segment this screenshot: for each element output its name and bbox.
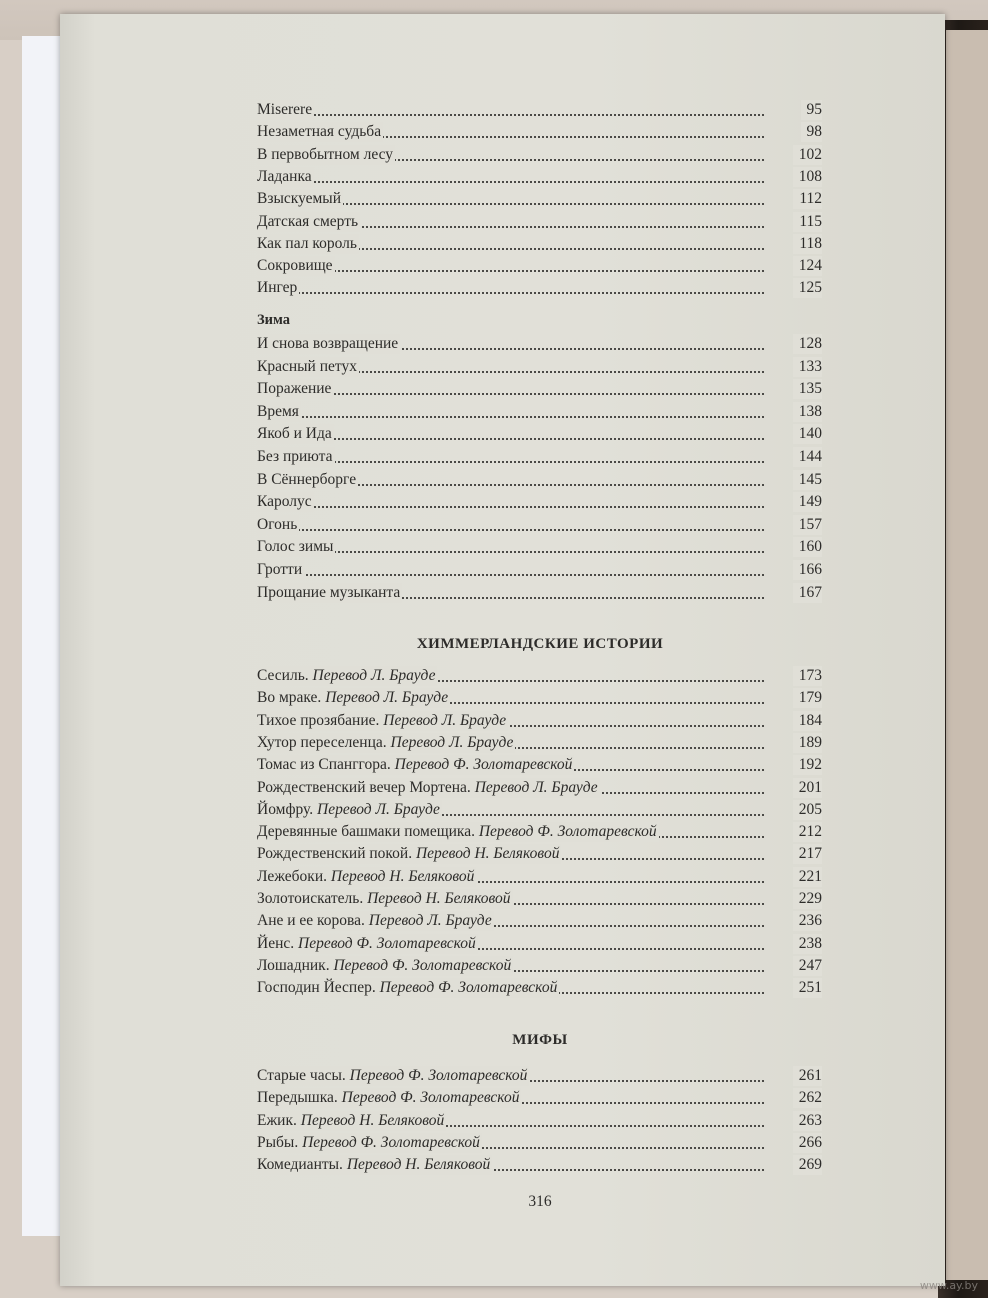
entry-title-text: Ладанка [257, 167, 312, 185]
toc-entry-page: 205 [793, 800, 822, 820]
toc-entry [257, 889, 822, 909]
entry-title-text: Йомфру. [257, 800, 314, 818]
entry-title-text: Сесиль. [257, 667, 309, 684]
toc-entry-page: 95 [801, 100, 823, 120]
toc-entry-title [257, 1088, 521, 1108]
toc-entry-page: 138 [793, 402, 822, 422]
entry-title-text: Сокровище [257, 257, 333, 275]
toc-entry-page: 124 [793, 256, 822, 276]
toc-entry [257, 822, 822, 842]
toc-entry [257, 1111, 822, 1131]
toc-entry-title [257, 278, 299, 298]
entry-title-text: Якоб и Ида [257, 425, 332, 443]
toc-entry-title [257, 145, 395, 165]
toc-entry-title [257, 889, 513, 909]
entry-title-text: Господин Йеспер. [257, 979, 376, 997]
toc-entry-page: 189 [793, 733, 822, 753]
entry-title-text: Без приюта [257, 448, 333, 465]
entry-translator: Перевод Ф. Золотаревской [302, 1133, 480, 1151]
toc-entry-title [257, 956, 513, 976]
toc-entry-title [257, 733, 515, 753]
table-of-contents [60, 14, 945, 1286]
toc-entry-title [257, 911, 494, 931]
leader-dots [257, 529, 764, 531]
entry-title-text: Лежебоки. [257, 867, 328, 885]
toc-entry-page: 133 [793, 357, 822, 377]
toc-entry [257, 492, 822, 512]
toc-entry-page: 115 [793, 212, 822, 232]
entry-title-text: Рождественский покой. [257, 845, 413, 863]
toc-entry [257, 379, 822, 399]
toc-entry-title [257, 800, 442, 820]
toc-entry [257, 956, 822, 976]
toc-entry [257, 189, 822, 209]
toc-entry [257, 424, 822, 444]
watermark: www.ay.by [919, 1279, 978, 1292]
toc-entry [257, 145, 822, 165]
entry-title-text: В первобытном лесу [257, 145, 394, 163]
toc-entry-title [257, 537, 335, 557]
entry-title-text: Как пал король [257, 234, 357, 252]
toc-entry-title [257, 666, 437, 686]
toc-entry-page: 112 [793, 189, 822, 209]
entry-translator: Перевод Ф. Золотаревской [379, 979, 558, 997]
section-subheading-winter: Зима [257, 312, 291, 328]
toc-entry-title [257, 1066, 529, 1086]
entry-translator: Перевод Н. Беляковой [415, 845, 560, 863]
toc-entry-page: 149 [793, 492, 822, 512]
toc-entry-title [257, 1111, 446, 1131]
entry-title-text: Прощание музыканта [257, 583, 401, 601]
entry-title-text: Томас из Спанггора. [257, 756, 391, 774]
entry-title-text: Тихое прозябание. [257, 711, 380, 729]
toc-entry [257, 278, 822, 298]
toc-entry-page: 118 [793, 234, 822, 254]
entry-translator: Перевод Л. Брауде [312, 667, 436, 684]
toc-entry-page: 229 [793, 889, 822, 909]
toc-entry-page: 261 [793, 1066, 822, 1086]
entry-translator: Перевод Л. Брауде [474, 778, 598, 796]
entry-title-text: Хутор переселенца. [257, 733, 387, 751]
leader-dots [257, 181, 764, 183]
toc-entry-page: 238 [793, 934, 822, 954]
toc-entry-title [257, 822, 659, 842]
toc-entry-page: 135 [793, 379, 822, 399]
leader-dots [257, 506, 764, 508]
toc-entry-title [257, 934, 478, 954]
toc-entry-title [257, 234, 359, 254]
toc-entry-page: 128 [793, 334, 822, 354]
entry-title-text: Каролус [257, 493, 312, 511]
toc-entry-title [257, 1155, 492, 1175]
toc-entry [257, 1133, 822, 1153]
entry-title-text: Гротти [257, 561, 303, 578]
toc-entry [257, 212, 822, 232]
toc-entry-page: 247 [793, 956, 822, 976]
toc-entry [257, 402, 822, 422]
entry-translator: Перевод Л. Брауде [383, 711, 507, 729]
toc-entry-title [257, 688, 450, 708]
section-heading-myths: МИФЫ [512, 1032, 568, 1048]
entry-translator: Перевод Н. Беляковой [346, 1156, 491, 1174]
toc-entry-title [257, 867, 476, 887]
leader-dots [257, 114, 764, 116]
toc-entry-title [257, 978, 559, 998]
toc-entry [257, 256, 822, 276]
book-page [60, 14, 945, 1286]
entry-title-text: Датская смерть [257, 212, 359, 230]
toc-entry-title [257, 402, 301, 422]
entry-title-text: Ингер [257, 279, 298, 297]
toc-entry [257, 447, 822, 467]
entry-title-text: Передышка. [257, 1089, 338, 1107]
toc-entry-page: 262 [793, 1088, 822, 1108]
toc-entry [257, 711, 822, 731]
toc-entry-title [257, 844, 561, 864]
entry-title-text: Незаметная судьба [257, 123, 382, 141]
entry-translator: Перевод Н. Беляковой [330, 867, 475, 885]
toc-entry [257, 867, 822, 887]
entry-translator: Перевод Ф. Золотаревской [478, 823, 657, 841]
entry-title-text: Золотоискатель. [257, 890, 364, 907]
toc-entry-title [257, 755, 574, 775]
toc-entry [257, 1155, 822, 1175]
toc-entry [257, 167, 822, 187]
toc-entry-title [257, 424, 334, 444]
toc-entry [257, 666, 822, 686]
toc-entry-page: 179 [793, 688, 822, 708]
toc-entry-title [257, 1133, 482, 1153]
toc-entry [257, 515, 822, 535]
entry-title-text: Красный петух [257, 357, 357, 375]
toc-entry-page: 167 [793, 583, 822, 603]
toc-entry-page: 173 [793, 666, 822, 686]
toc-entry-page: 166 [793, 560, 822, 580]
entry-title-text: Miserere [257, 101, 313, 118]
toc-entry-title [257, 357, 359, 377]
toc-entry-page: 251 [793, 978, 822, 998]
toc-entry [257, 470, 822, 490]
toc-entry-page: 217 [793, 844, 822, 864]
toc-entry-page: 269 [793, 1155, 822, 1175]
toc-entry-page: 263 [793, 1111, 822, 1131]
leader-dots [257, 416, 764, 418]
toc-entry-page: 102 [793, 145, 822, 165]
entry-title-text: Йенс. [257, 934, 295, 952]
entry-title-text: Голос зимы [257, 538, 334, 556]
toc-entry [257, 755, 822, 775]
toc-entry-title [257, 515, 299, 535]
entry-translator: Перевод Л. Брауде [317, 800, 440, 818]
toc-entry-title [257, 379, 333, 399]
toc-entry [257, 357, 822, 377]
toc-entry [257, 1066, 822, 1086]
leader-dots [257, 292, 764, 294]
toc-entry [257, 911, 822, 931]
entry-title-text: Ане и ее корова. [257, 912, 365, 930]
entry-title-text: Рождественский вечер Мортена. [257, 778, 471, 796]
toc-entry [257, 560, 822, 580]
toc-entry [257, 1088, 822, 1108]
entry-translator: Перевод Л. Брауде [368, 912, 492, 930]
toc-entry [257, 778, 822, 798]
entry-title-text: Ежик. [257, 1111, 297, 1129]
toc-entry-page: 140 [793, 424, 822, 444]
toc-entry-title [257, 189, 343, 209]
entry-translator: Перевод Н. Беляковой [300, 1111, 445, 1129]
entry-title-text: Поражение [257, 380, 332, 398]
entry-translator: Перевод Л. Брауде [390, 733, 514, 751]
toc-entry [257, 537, 822, 557]
toc-entry-page: 108 [793, 167, 822, 187]
entry-translator: Перевод Ф. Золотаревской [298, 934, 476, 952]
toc-entry-page: 98 [801, 122, 823, 142]
entry-title-text: Во мраке. [257, 689, 322, 707]
toc-entry [257, 334, 822, 354]
toc-entry-title [257, 470, 358, 490]
entry-translator: Перевод Ф. Золотаревской [349, 1067, 528, 1084]
toc-entry-page: 236 [793, 911, 822, 931]
toc-entry [257, 844, 822, 864]
entry-title-text: Деревянные башмаки помещика. [257, 823, 475, 841]
toc-entry [257, 688, 822, 708]
toc-entry [257, 934, 822, 954]
entry-title-text: Рыбы. [257, 1133, 299, 1151]
page-number: 316 [528, 1193, 552, 1210]
toc-entry-title [257, 778, 600, 798]
entry-title-text: Огонь [257, 515, 298, 533]
toc-entry-page: 266 [793, 1133, 822, 1153]
toc-entry [257, 733, 822, 753]
background-right [946, 30, 988, 1280]
entry-translator: Перевод Л. Брауде [325, 689, 449, 707]
toc-entry-title [257, 122, 383, 142]
entry-translator: Перевод Ф. Золотаревской [341, 1089, 520, 1107]
entry-title-text: Старые часы. [257, 1067, 346, 1084]
toc-entry-title [257, 334, 400, 354]
entry-title-text: Взыскуемый [257, 190, 342, 208]
toc-entry [257, 234, 822, 254]
entry-title-text: Лошадник. [257, 956, 330, 974]
toc-entry-page: 212 [793, 822, 822, 842]
toc-entry-title [257, 100, 314, 120]
entry-title-text: И снова возвращение [257, 335, 399, 352]
toc-entry [257, 583, 822, 603]
toc-entry-page: 125 [793, 278, 822, 298]
entry-title-text: Комедианты. [257, 1156, 343, 1174]
toc-entry-page: 160 [793, 537, 822, 557]
entry-title-text: В Сённерборге [257, 470, 357, 488]
toc-entry [257, 978, 822, 998]
entry-translator: Перевод Н. Беляковой [367, 890, 511, 907]
leader-dots [257, 574, 764, 576]
toc-entry-page: 157 [793, 515, 822, 535]
toc-entry-page: 192 [793, 755, 822, 775]
toc-entry-title [257, 256, 335, 276]
toc-entry-page: 201 [793, 778, 822, 798]
toc-entry [257, 800, 822, 820]
toc-entry-page: 221 [793, 867, 822, 887]
toc-entry-page: 184 [793, 711, 822, 731]
toc-entry-title [257, 711, 508, 731]
toc-entry-title [257, 560, 304, 580]
toc-entry [257, 122, 822, 142]
toc-entry-title [257, 167, 314, 187]
toc-entry-title [257, 212, 360, 232]
toc-entry-page: 145 [793, 470, 822, 490]
toc-entry-page: 144 [793, 447, 822, 467]
toc-entry-title [257, 447, 335, 467]
toc-entry [257, 100, 822, 120]
entry-translator: Перевод Ф. Золотаревской [394, 756, 573, 774]
toc-entry-title [257, 583, 402, 603]
section-heading-himmerland: ХИММЕРЛАНДСКИЕ ИСТОРИИ [416, 636, 664, 652]
entry-title-text: Время [257, 402, 299, 420]
toc-entry-title [257, 492, 314, 512]
entry-translator: Перевод Ф. Золотаревской [333, 956, 512, 974]
